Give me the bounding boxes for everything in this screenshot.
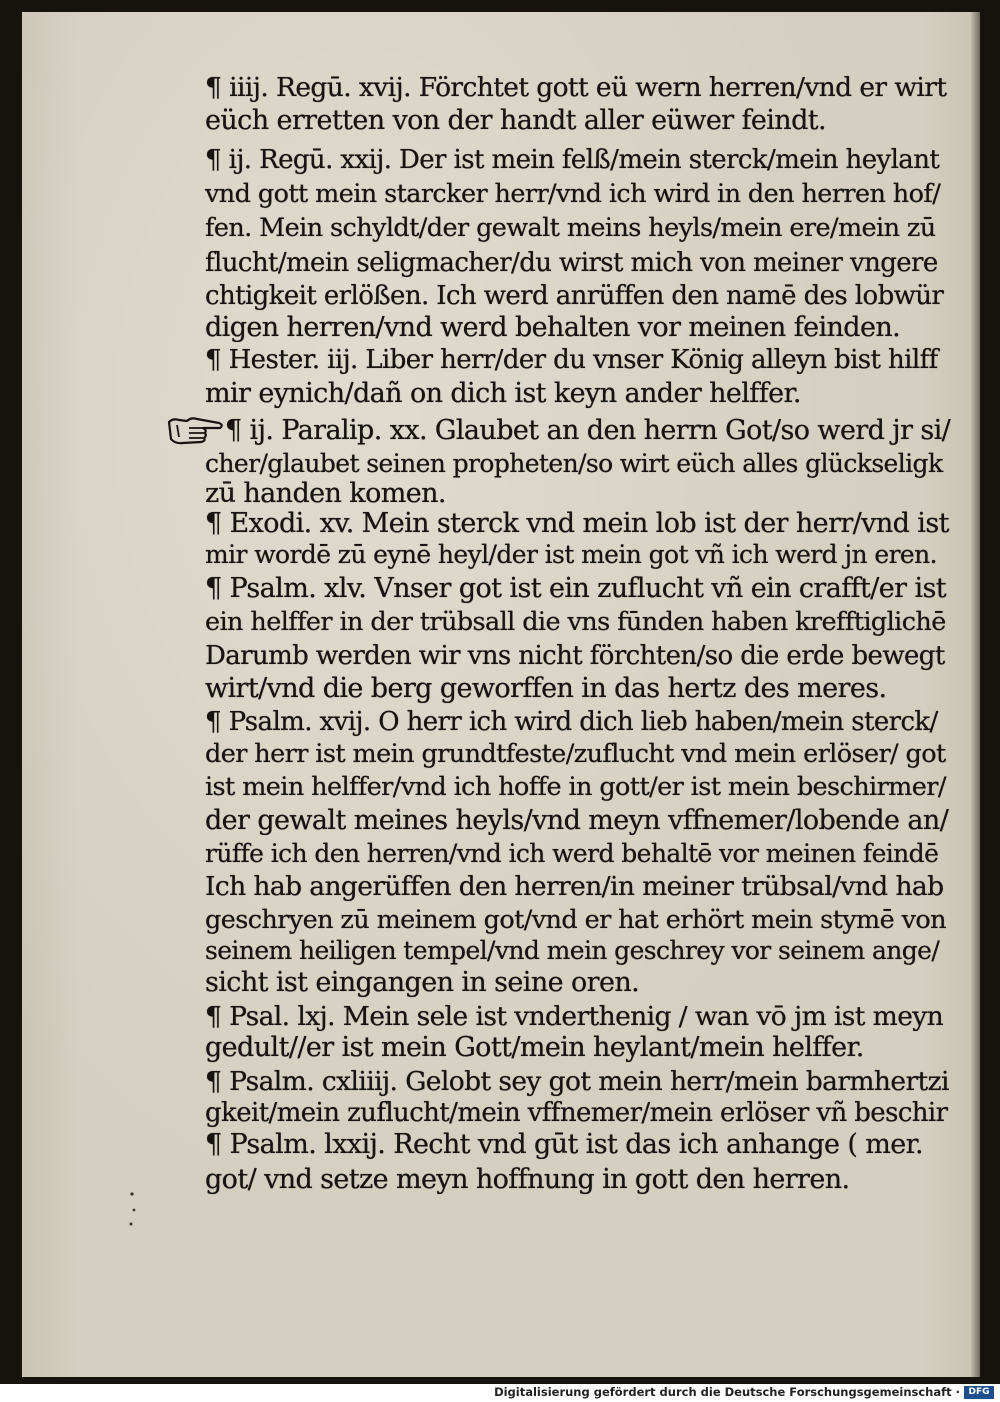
text-line: ¶ Psal. lxj. Mein sele ist vnderthenig / wan vō jm ist meyn <box>205 1001 944 1032</box>
text-line: ¶ ij. Paralip. xx. Glaubet an den herrn Got/so werd jr si/ <box>225 415 951 446</box>
text-line: ¶ Psalm. xvij. O herr ich wird dich lieb haben/mein sterck/ <box>205 707 938 737</box>
text-line: ist mein helffer/vnd ich hoffe in gott/er ist mein beschirmer/ <box>205 772 946 802</box>
text-line: ¶ Psalm. lxxij. Recht vnd gūt ist das ich anhange ( mer. <box>205 1129 923 1160</box>
text-line: zū handen komen. <box>205 478 446 509</box>
footer-bar <box>0 1384 1000 1402</box>
text-line: chtigkeit erlößen. Ich werd anrüffen den namē des lobwür <box>205 281 944 311</box>
pointing-hand-icon <box>167 413 225 447</box>
text-line: geschryen zū meinem got/vnd er hat erhört mein stymē von <box>205 905 947 935</box>
text-line: vnd gott mein starcker herr/vnd ich wird in den herren hof/ <box>205 179 941 209</box>
text-line: ¶ iiij. Regū. xvij. Förchtet gott eü wern herren/vnd er wirt <box>205 72 947 103</box>
text-line: Ich hab angerüffen den herren/in meiner trübsal/vnd hab <box>205 871 944 902</box>
text-line: gedult//er ist mein Gott/mein heylant/mein helffer. <box>205 1032 864 1063</box>
funding-credit: Digitalisierung gefördert durch die Deutsche Forschungsgemeinschaft · <box>494 1385 960 1399</box>
text-line: ¶ Psalm. xlv. Vnser got ist ein zuflucht vñ ein crafft/er ist <box>205 573 946 604</box>
text-line: der herr ist mein grundtfeste/zuflucht vnd mein erlöser/ got <box>205 739 946 769</box>
text-line: ¶ Psalm. cxliiij. Gelobt sey got mein herr/mein barmhertzi <box>205 1066 949 1097</box>
text-line: fen. Mein schyldt/der gewalt meins heyls/mein ere/mein zū <box>205 213 936 243</box>
text-line: der gewalt meines heyls/vnd meyn vffnemer/lobende an/ <box>205 805 949 836</box>
text-line: seinem heiligen tempel/vnd mein geschrey vor seinem ange/ <box>205 936 940 965</box>
text-line: wirt/vnd die berg geworffen in das hertz des meres. <box>205 673 887 704</box>
text-line: flucht/mein seligmacher/du wirst mich von meiner vngere <box>205 248 938 278</box>
text-line: Darumb werden wir vns nicht förchten/so die erde bewegt <box>205 641 945 671</box>
text-line: got/ vnd setze meyn hoffnung in gott den herren. <box>205 1164 850 1195</box>
text-line: ¶ ij. Regū. xxij. Der ist mein felß/mein sterck/mein heylant <box>205 145 940 175</box>
text-line: mir eynich/dañ on dich ist keyn ander helffer. <box>205 378 801 409</box>
text-line: cher/glaubet seinen propheten/so wirt eüch alles glückseligk <box>205 449 943 478</box>
text-line: ein helffer in der trübsall die vns fūnden haben krefftiglichē <box>205 607 946 637</box>
text-line: mir wordē zū eynē heyl/der ist mein got vñ ich werd jn eren. <box>205 540 937 569</box>
dfg-logo: DFG <box>964 1386 994 1399</box>
text-line: ¶ Hester. iij. Liber herr/der du vnser König alleyn bist hilff <box>205 345 938 375</box>
text-line: sicht ist eingangen in seine oren. <box>205 967 640 998</box>
text-line: eüch erretten von der handt aller eüwer feindt. <box>205 105 827 136</box>
text-line: digen herren/vnd werd behalten vor meinen feinden. <box>205 312 901 343</box>
text-line: gkeit/mein zuflucht/mein vffnemer/mein erlöser vñ beschir <box>205 1098 948 1128</box>
text-line: ¶ Exodi. xv. Mein sterck vnd mein lob ist der herr/vnd ist <box>205 508 949 539</box>
margin-marks <box>128 1190 138 1230</box>
text-line: rüffe ich den herren/vnd ich werd behaltē vor meinen feindē <box>205 839 939 868</box>
gutter-shadow <box>970 12 980 1377</box>
